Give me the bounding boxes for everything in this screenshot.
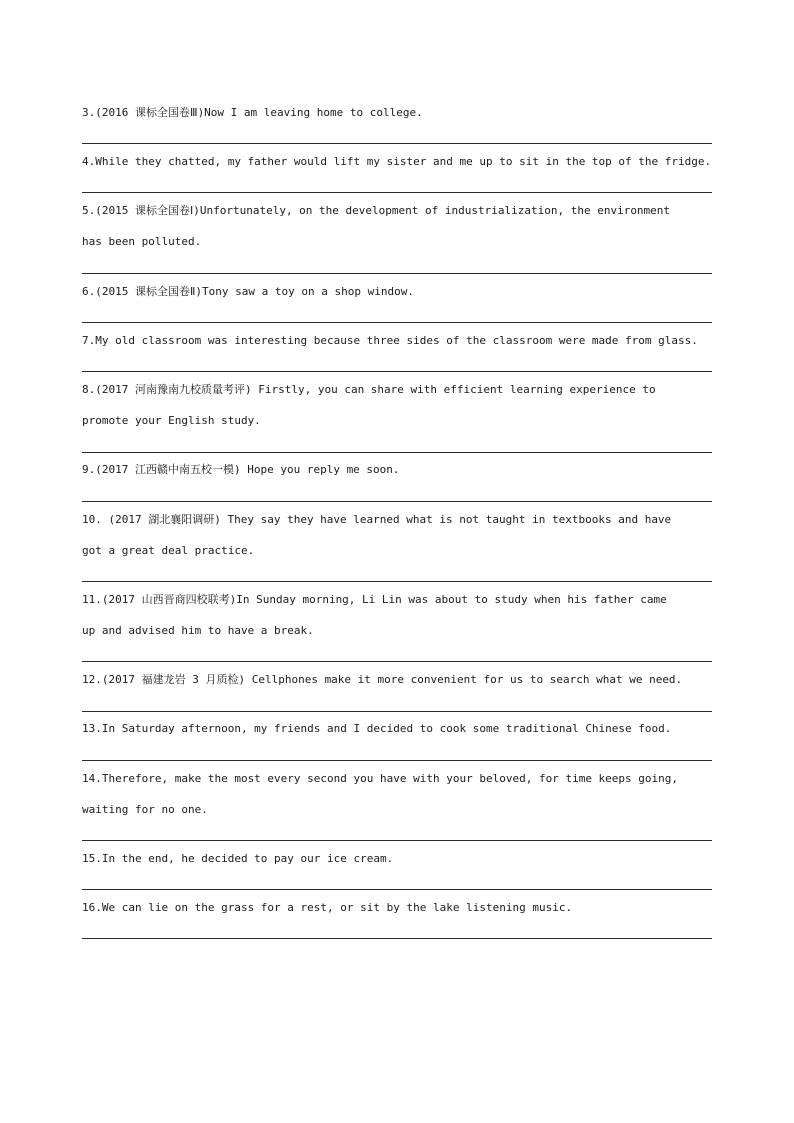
question-line: 7.My old classroom was interesting because three sides of the classroom were made from glass. bbox=[82, 334, 698, 347]
answer-line bbox=[82, 501, 712, 502]
question-line: 10. (2017 湖北襄阳调研) They say they have learned what is not taught in textbooks and have bbox=[82, 513, 672, 526]
question-line: 6.(2015 课标全国卷Ⅱ)Tony saw a toy on a shop window. bbox=[82, 285, 414, 298]
answer-line bbox=[82, 711, 712, 712]
question-line: 9.(2017 江西赣中南五校一模) Hope you reply me soon. bbox=[82, 463, 400, 476]
answer-line bbox=[82, 192, 712, 193]
answer-line bbox=[82, 273, 712, 274]
question-line: 12.(2017 福建龙岩 3 月质检) Cellphones make it more convenient for us to search what we need. bbox=[82, 673, 683, 686]
answer-line bbox=[82, 889, 712, 890]
question-6 bbox=[82, 276, 712, 307]
question-line: 11.(2017 山西晋商四校联考)In Sunday morning, Li Lin was about to study when his father came bbox=[82, 593, 667, 606]
answer-line bbox=[82, 581, 712, 582]
answer-line bbox=[82, 938, 712, 939]
question-3 bbox=[82, 97, 712, 128]
answer-line bbox=[82, 143, 712, 144]
question-14 bbox=[82, 763, 712, 825]
question-11 bbox=[82, 584, 712, 646]
question-9 bbox=[82, 454, 712, 485]
question-13 bbox=[82, 713, 712, 744]
question-15 bbox=[82, 843, 712, 874]
question-line: 5.(2015 课标全国卷Ⅰ)Unfortunately, on the development of industrialization, the environment bbox=[82, 204, 671, 217]
worksheet-page bbox=[82, 0, 712, 1123]
answer-line bbox=[82, 371, 712, 372]
question-line: 3.(2016 课标全国卷Ⅲ)Now I am leaving home to college. bbox=[82, 106, 423, 119]
question-5 bbox=[82, 195, 712, 257]
question-line: 15.In the end, he decided to pay our ice cream. bbox=[82, 852, 394, 865]
answer-line bbox=[82, 322, 712, 323]
question-line: 16.We can lie on the grass for a rest, or sit by the lake listening music. bbox=[82, 901, 573, 914]
question-line: 4.While they chatted, my father would lift my sister and me up to sit in the top of the fridge. bbox=[82, 155, 712, 168]
question-8 bbox=[82, 374, 712, 436]
question-line: promote your English study. bbox=[82, 414, 261, 427]
question-16 bbox=[82, 892, 712, 923]
question-line: 14.Therefore, make the most every second you have with your beloved, for time keeps going, bbox=[82, 772, 679, 785]
answer-line bbox=[82, 661, 712, 662]
question-10 bbox=[82, 504, 712, 566]
question-line: has been polluted. bbox=[82, 235, 202, 248]
question-line: up and advised him to have a break. bbox=[82, 624, 314, 637]
question-line: 8.(2017 河南豫南九校质量考评) Firstly, you can share with efficient learning experience to bbox=[82, 383, 656, 396]
question-line: 13.In Saturday afternoon, my friends and I decided to cook some traditional Chinese food. bbox=[82, 722, 672, 735]
question-line: got a great deal practice. bbox=[82, 544, 255, 557]
answer-line bbox=[82, 452, 712, 453]
question-4 bbox=[82, 146, 712, 177]
answer-line bbox=[82, 840, 712, 841]
question-line: waiting for no one. bbox=[82, 803, 208, 816]
question-12 bbox=[82, 664, 712, 695]
answer-line bbox=[82, 760, 712, 761]
question-7 bbox=[82, 325, 712, 356]
